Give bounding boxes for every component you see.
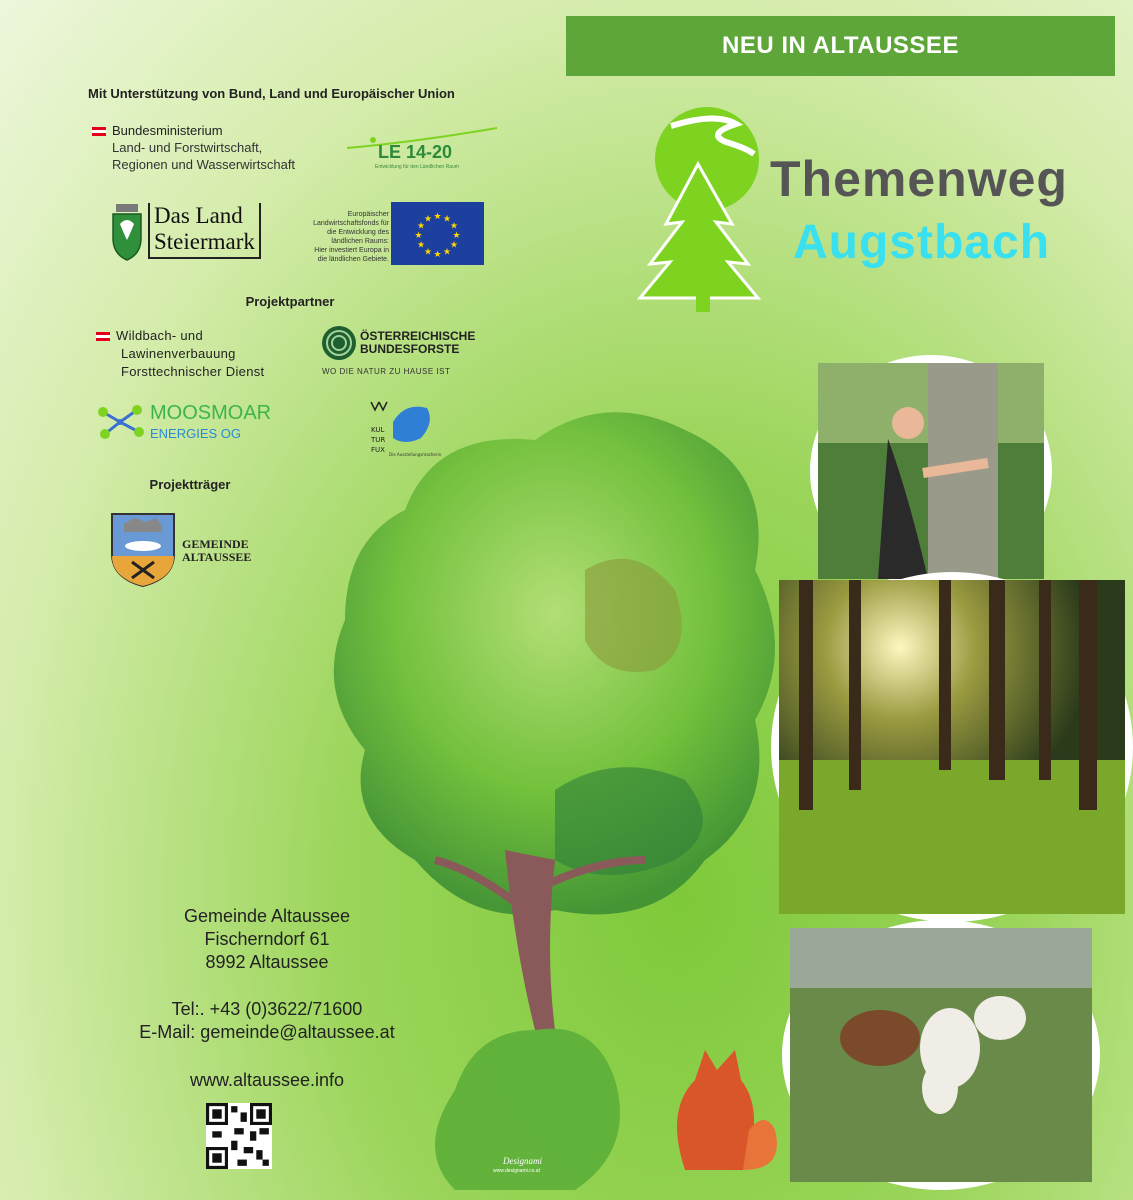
svg-text:★: ★: [423, 214, 433, 225]
qr-code-icon: [206, 1103, 272, 1169]
svg-text:★: ★: [442, 214, 452, 225]
contact-details: [95, 998, 439, 1044]
wlv-line1: Wildbach- und: [116, 328, 203, 343]
wlv-line2: Lawinenverbauung: [121, 346, 236, 361]
ministry-line3: Regionen und Wasserwirtschaft: [112, 157, 296, 172]
svg-text:★: ★: [449, 221, 459, 232]
wlv-line3: Forsttechnischer Dienst: [121, 364, 265, 379]
wlv-logo: [96, 327, 264, 381]
eu-fund-text: [297, 210, 389, 264]
svg-text:★: ★: [414, 231, 423, 241]
contact-city: 8992 Altaussee: [205, 952, 329, 972]
title-line1: Themenweg: [770, 151, 1068, 207]
contact-street: Fischerndorf 61: [204, 929, 330, 949]
obf-slogan: WO DIE NATUR ZU HAUSE IST: [322, 367, 451, 376]
le-label: LE 14-20: [378, 142, 453, 162]
obf-circle-icon: [321, 325, 357, 361]
fox-illustration: [677, 1050, 777, 1170]
austria-flag-icon-2: [96, 332, 110, 341]
svg-text:TUR: TUR: [371, 436, 386, 444]
obf-line1: ÖSTERREICHISCHE: [360, 329, 476, 343]
steiermark-logo-text: [148, 203, 261, 259]
steiermark-line2: Steiermark: [154, 229, 255, 254]
themenweg-tree-logo-icon: [636, 104, 770, 314]
obf-line2: BUNDESFORSTE: [360, 342, 460, 356]
gemeinde-logo-text: [182, 538, 251, 564]
svg-text:★: ★: [433, 250, 442, 260]
ministry-line2: Land- und Forstwirtschaft,: [112, 140, 263, 155]
top-banner: NEU IN ALTAUSSEE: [566, 16, 1115, 76]
svg-text:★: ★: [449, 240, 459, 251]
ministry-line1: Bundesministerium: [112, 123, 223, 138]
svg-text:★: ★: [416, 221, 426, 232]
photo-goats: [782, 920, 1100, 1190]
gemeinde-line2: ALTAUSSEE: [182, 550, 252, 564]
eu-line2: Landwirtschaftsfonds für: [313, 220, 389, 227]
austria-flag-icon: [92, 127, 106, 136]
steiermark-crest-icon: [110, 200, 144, 264]
eu-line6: die ländlichen Gebiete.: [317, 256, 389, 263]
designer-url: www.designami.co.at: [493, 1168, 540, 1174]
obf-logo-text: [360, 330, 475, 356]
contact-email: E-Mail: gemeinde@altaussee.at: [139, 1022, 395, 1042]
svg-text:Die Ausstellungsmacherin: Die Ausstellungsmacherin: [389, 452, 442, 457]
eu-line5: Hier investiert Europa in: [314, 247, 389, 254]
designer-signature: Designami: [503, 1156, 542, 1166]
ministry-logo: [92, 122, 295, 173]
steiermark-line1: Das Land: [154, 203, 243, 228]
gemeinde-line1: GEMEINDE: [182, 537, 249, 551]
partner-title: Projektpartner: [245, 294, 335, 309]
photo-sunlit-forest: [771, 572, 1133, 922]
eu-line4: ländlichen Raums:: [331, 238, 389, 245]
contact-address: [95, 905, 439, 974]
svg-text:★: ★: [433, 212, 442, 222]
le-sublabel: Entwicklung für den Ländlichen Raum: [375, 164, 459, 170]
altaussee-crest-icon: [110, 512, 176, 588]
moosmoar-name: MOOSMOAR: [150, 402, 272, 424]
support-title: Mit Unterstützung von Bund, Land und Europäischer Union: [88, 86, 455, 101]
svg-text:★: ★: [423, 247, 433, 258]
svg-text:FUX: FUX: [371, 446, 385, 454]
contact-name: Gemeinde Altaussee: [183, 906, 351, 926]
title-line2: Augstbach: [793, 216, 1051, 269]
traeger-title: Projektträger: [149, 477, 231, 492]
eu-line3: die Entwicklung des: [327, 229, 389, 236]
photo-tree-hugger: [810, 355, 1052, 587]
eu-line1: Europäischer: [347, 211, 389, 218]
svg-text:KUL: KUL: [371, 426, 385, 434]
moosmoar-sub: ENERGIES OG: [150, 426, 242, 441]
contact-phone: Tel:. +43 (0)3622/71600: [171, 999, 363, 1019]
contact-web: www.altaussee.info: [189, 1070, 345, 1090]
moosmoar-molecule-icon: [95, 402, 145, 442]
svg-text:★: ★: [442, 247, 452, 258]
eu-flag-icon: [391, 202, 484, 265]
svg-text:★: ★: [452, 231, 461, 241]
svg-text:★: ★: [416, 240, 426, 251]
